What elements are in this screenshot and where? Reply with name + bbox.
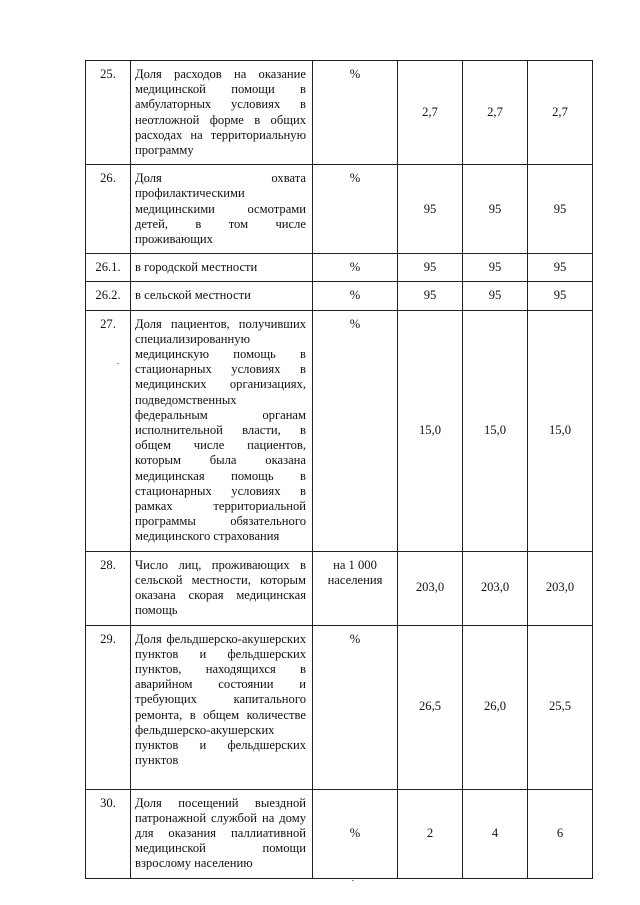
- row-number: 27.: [86, 310, 131, 551]
- value-cell: 203,0: [528, 551, 593, 625]
- value-cell: 2,7: [528, 61, 593, 165]
- indicators-table: [85, 60, 593, 879]
- indicator-name: Доля охвата профилактическими медицинскими осмотрами детей, в том числе проживающих: [131, 165, 313, 254]
- unit-cell: %: [313, 282, 398, 310]
- value-cell: 2: [398, 789, 463, 878]
- value-cell: 95: [398, 165, 463, 254]
- value-cell: 95: [463, 165, 528, 254]
- table-row: [86, 789, 593, 878]
- row-number: 29.: [86, 625, 131, 789]
- table-row: [86, 61, 593, 165]
- table-row: [86, 551, 593, 625]
- row-number: 26.2.: [86, 282, 131, 310]
- unit-cell: %: [313, 61, 398, 165]
- value-cell: 95: [528, 165, 593, 254]
- value-cell: 6: [528, 789, 593, 878]
- indicator-name: в сельской местности: [131, 282, 313, 310]
- row-number: 26.: [86, 165, 131, 254]
- row-number: 25.: [86, 61, 131, 165]
- value-cell: 25,5: [528, 625, 593, 789]
- table-row: [86, 254, 593, 282]
- value-cell: 95: [463, 254, 528, 282]
- scan-speck: [117, 363, 119, 364]
- value-cell: 95: [398, 282, 463, 310]
- value-cell: 95: [398, 254, 463, 282]
- table-row: [86, 165, 593, 254]
- unit-cell: %: [313, 165, 398, 254]
- row-number: 28.: [86, 551, 131, 625]
- value-cell: 95: [528, 254, 593, 282]
- value-cell: 15,0: [463, 310, 528, 551]
- value-cell: 95: [463, 282, 528, 310]
- table-row: [86, 625, 593, 789]
- unit-cell: %: [313, 310, 398, 551]
- value-cell: 26,5: [398, 625, 463, 789]
- value-cell: 2,7: [398, 61, 463, 165]
- indicator-name: Доля расходов на оказание медицинской помощи в амбулаторных условиях в неотложной форме в общих расходах на территориальную программу: [131, 61, 313, 165]
- row-number: 30.: [86, 789, 131, 878]
- unit-cell: %: [313, 254, 398, 282]
- unit-cell: на 1 000 населения: [313, 551, 398, 625]
- value-cell: 203,0: [398, 551, 463, 625]
- value-cell: 4: [463, 789, 528, 878]
- value-cell: 15,0: [528, 310, 593, 551]
- indicator-name: Доля посещений выездной патронажной службой на дому для оказания паллиативной медицинской помощи взрослому населению: [131, 789, 313, 878]
- value-cell: 15,0: [398, 310, 463, 551]
- unit-cell: %: [313, 625, 398, 789]
- table-row: [86, 282, 593, 310]
- indicator-name: Число лиц, проживающих в сельской местности, которым оказана скорая медицинская помощь: [131, 551, 313, 625]
- value-cell: 95: [528, 282, 593, 310]
- unit-cell: %: [313, 789, 398, 878]
- value-cell: 203,0: [463, 551, 528, 625]
- indicator-name: Доля пациентов, получивших специализированную медицинскую помощь в стационарных условиях в медицинских организациях, подведомственных федеральным органам исполнительной власти, в общем числе пациентов, которым была оказана медицинская помощь в стационарных условиях в рамках территориальной программы обязательного медицинского страхования: [131, 310, 313, 551]
- value-cell: 2,7: [463, 61, 528, 165]
- scan-speck: [352, 880, 354, 881]
- row-number: 26.1.: [86, 254, 131, 282]
- table-row: [86, 310, 593, 551]
- indicator-name: Доля фельдшерско-акушерских пунктов и фельдшерских пунктов, находящихся в аварийном состоянии и требующих капитального ремонта, в общем количестве фельдшерско-акушерских пунктов и фельдшерских пунктов: [131, 625, 313, 789]
- value-cell: 26,0: [463, 625, 528, 789]
- indicator-name: в городской местности: [131, 254, 313, 282]
